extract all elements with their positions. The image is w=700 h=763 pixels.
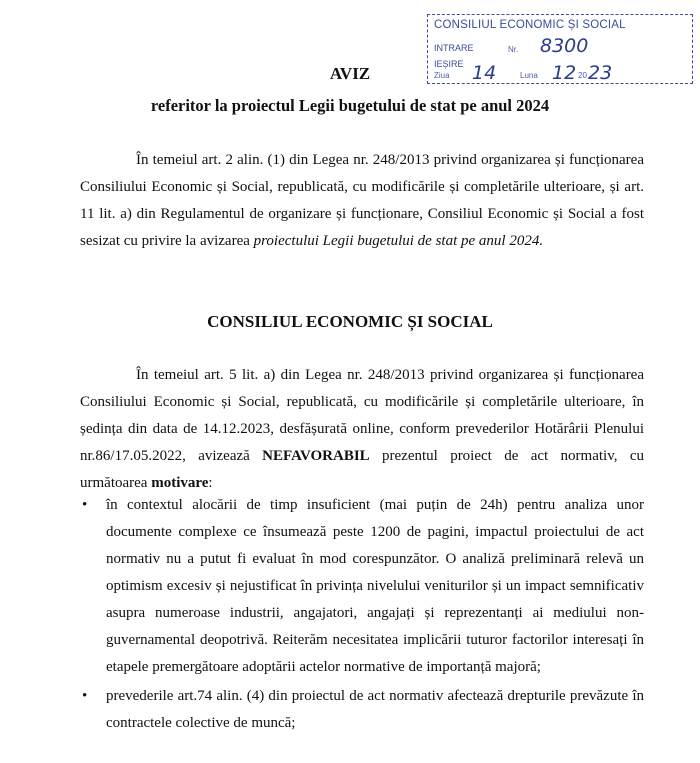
stamp-an-value: 23: [588, 62, 613, 84]
list-item-text: în contextul alocării de timp insuficient (mai puțin de 24h) pentru analiza unor documente complexe ce însumează peste 1200 de pagini, impactul proiectului de act normativ nu a putut fi evaluat în mod corespunzător. O analiză preliminară relevă un optimism excesiv și nejustificat în privința nivelului veniturilor și un impact semnificativ asupra numeroase industrii, angajatori, angajați și reprezentanți ai mediului non-guvernamental deopotrivă. Reiterăm necesitatea implicării tuturor factorilor interesați în etapele premergătoare adoptării actelor normative de importanță majoră;: [106, 497, 644, 675]
council-heading: CONSILIUL ECONOMIC ȘI SOCIAL: [207, 312, 493, 331]
stamp-luna-label: Luna: [520, 71, 538, 80]
motivare-label: motivare: [151, 475, 209, 491]
stamp-intrare-label: INTRARE: [434, 43, 474, 53]
stamp-nr-value: 8300: [540, 35, 589, 57]
decision-verdict: NEFAVORABIL: [262, 448, 370, 464]
list-item-text: prevederile art.74 alin. (4) din proiectul de act normativ afectează drepturile prevăzute în contractele colective de muncă;: [106, 688, 644, 731]
stamp-ziua-value: 14: [472, 62, 497, 84]
decision-text: În temeiul art. 5 lit. a) din Legea nr. 248/2013 privind organizarea și funcționarea Consiliului Economic și Social, republicată, cu modificările și completările ulterioare, în ședința din data de 14.12.2023, desfășurată online, conform prevederilor Hotărârii Plenului nr.86/17.05.2022, avizează: [80, 367, 644, 464]
stamp-iesire-label: IEȘIRE: [434, 59, 464, 69]
list-item: [80, 492, 644, 681]
stamp-an-label: 20: [578, 71, 587, 80]
stamp-luna-value: 12: [552, 62, 577, 84]
bullet-icon: •: [82, 497, 88, 513]
document-title: AVIZ: [329, 64, 371, 83]
bullet-icon: •: [82, 688, 88, 704]
stamp-ziua-label: Ziua: [434, 71, 450, 80]
intro-paragraph: [80, 147, 644, 255]
decision-text-end: :: [208, 475, 213, 491]
stamp-nr-label: Nr.: [508, 45, 519, 54]
motivation-list: [80, 492, 644, 737]
decision-text-mid: prezentul proiect de act normativ, cu următoarea: [80, 448, 644, 491]
list-item: [80, 683, 644, 737]
stamp-organization: CONSILIUL ECONOMIC ȘI SOCIAL: [434, 19, 626, 31]
document-subtitle: referitor la proiectul Legii bugetului de stat pe anul 2024: [150, 96, 550, 115]
intro-italic-text: proiectului Legii bugetului de stat pe anul 2024.: [253, 233, 544, 249]
intro-text: În temeiul art. 2 alin. (1) din Legea nr. 248/2013 privind organizarea și funcționarea Consiliului Economic și Social, republicată, cu modificările și completările ulterioare, și art. 11 lit. a) din Regulamentul de organizare și funcționare, Consiliul Economic și Social a fost sesizat cu privire la avizarea: [80, 152, 644, 249]
decision-paragraph: [80, 362, 644, 497]
